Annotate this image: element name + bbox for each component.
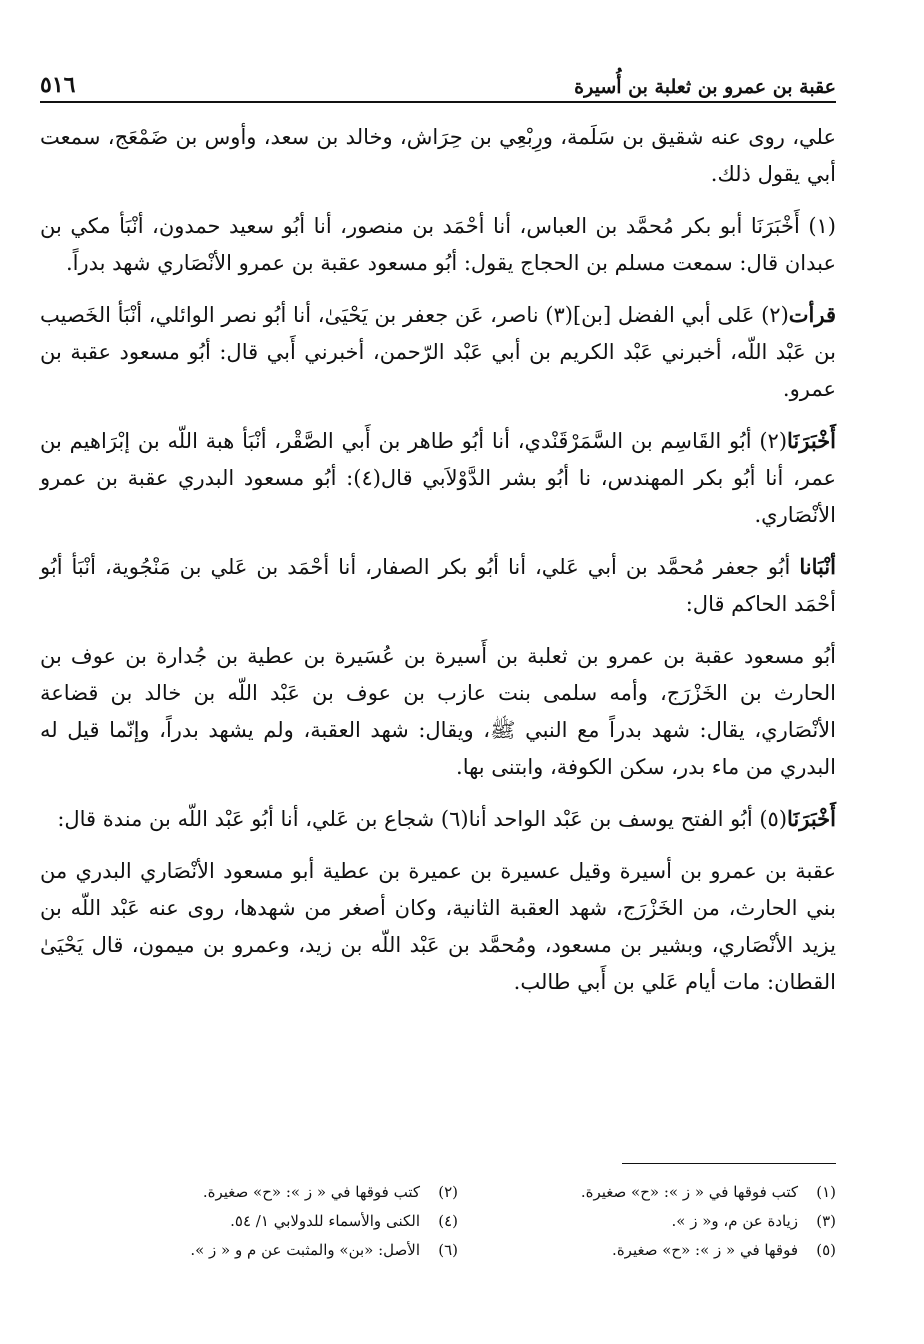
footnote-text: زيادة عن م، و« ز ». — [671, 1212, 798, 1230]
paragraph — [40, 296, 836, 408]
footnote-number: (١) — [816, 1183, 836, 1201]
paragraph-text: أبُو جعفر مُحمَّد بن أبي عَلي، أنا أبُو بكر الصفار، أنا أحْمَد بن عَلي بن مَنْجُوية، أنْبَأ أبُو أحْمَد الحاكم قال: — [40, 555, 836, 616]
footnote-number: (٣) — [816, 1212, 836, 1230]
main-text — [40, 118, 836, 1015]
paragraph — [40, 637, 836, 786]
paragraph — [40, 422, 836, 534]
footnote-text: الأصل: «بن» والمثبت عن م و « ز ». — [190, 1241, 420, 1259]
paragraph-lead: أنْبَانا — [799, 554, 836, 579]
paragraph — [40, 118, 836, 193]
paragraph-text: (٢) أبُو القَاسِم بن السَّمَرْقَنْدي، أنا أبُو طاهر بن أَبي الصَّقْر، أنْبَأ هبة اللّه بن إبْرَاهيم بن عمر، أنا أبُو بكر المهندس، نا أبُو بشر الدَّوْلاَبي قال(٤): أبُو مسعود البدري عقبة بن عمرو الأنْصَاري. — [40, 429, 837, 527]
footnotes — [120, 1178, 836, 1265]
paragraph-text: (١) أَخْبَرَنَا أبو بكر مُحمَّد بن العباس، أنا أحْمَد بن منصور، أنا أبُو سعيد حمدون، أنْبَأ مكي بن عبدان قال: سمعت مسلم بن الحجاج يقول: أبُو مسعود عقبة بن عمرو الأنْصَاري شهد بدراً. — [40, 214, 836, 275]
paragraph-lead: قرأت — [788, 302, 836, 327]
paragraph-text: علي، روى عنه شقيق بن سَلَمة، ورِبْعِي بن حِرَاش، وخالد بن سعد، وأوس بن ضَمْعَج، سمعت أبي يقول ذلك. — [40, 125, 836, 186]
paragraph — [40, 852, 836, 1001]
paragraph-text: عقبة بن عمرو بن أسيرة وقيل عسيرة بن عميرة بن عطية أبو مسعود الأنْصَاري البدري من بني الحارث، من الخَزْرَج، شهد العقبة الثانية، وكان أصغر من شهدها، روى عنه عَبْد اللّه بن يزيد الأنْصَاري، وبشير بن مسعود، ومُحمَّد بن عَبْد اللّه بن زيد، وعمرو بن ميمون، قال يَحْيَىٰ القطان: مات أيام عَلي بن أَبي طالب. — [40, 859, 836, 994]
footnote — [498, 1236, 836, 1265]
footnote — [120, 1236, 458, 1265]
footnote — [120, 1207, 458, 1236]
footnote — [120, 1178, 458, 1207]
paragraph — [40, 800, 836, 838]
footnote-text: فوقها في « ز »: «ح» صغيرة. — [612, 1241, 798, 1259]
paragraph-text: (٢) عَلى أبي الفضل [بن](٣) ناصر، عَن جعفر بن يَحْيَىٰ، أنا أبُو نصر الوائلي، أنْبَأ الخَصيب بن عَبْد اللّه، أخبرني عَبْد الكريم بن أبي عَبْد الرّحمن، أخبرني أَبي قال: أبُو مسعود عقبة بن عمرو. — [40, 303, 836, 401]
paragraph-lead: أَخْبَرَنَا — [787, 428, 836, 453]
paragraph-lead: أَخْبَرَنَا — [787, 806, 836, 831]
footnote-number: (٤) — [438, 1212, 458, 1230]
footnote-number: (٢) — [438, 1183, 458, 1201]
page-number: ٥١٦ — [40, 72, 76, 98]
page-header — [40, 66, 836, 103]
running-title: عقبة بن عمرو بن ثعلبة بن أُسيرة — [574, 76, 836, 98]
footnote-text: الكنى والأسماء للدولابي ١/ ٥٤. — [230, 1212, 420, 1230]
footnote-number: (٦) — [438, 1241, 458, 1259]
footnote-text: كتب فوقها في « ز »: «ح» صغيرة. — [580, 1183, 798, 1201]
footnote — [498, 1207, 836, 1236]
footnote-number: (٥) — [816, 1241, 836, 1259]
footnote — [498, 1178, 836, 1207]
footnote-text: كتب فوقها في « ز »: «ح» صغيرة. — [202, 1183, 420, 1201]
footnote-divider — [622, 1163, 836, 1164]
paragraph — [40, 548, 836, 623]
paragraph — [40, 207, 836, 282]
paragraph-text: أبُو مسعود عقبة بن عمرو بن ثعلبة بن أَسيرة بن عُسَيرة بن عطية بن جُدارة بن عوف بن الحارث بن الخَزْرَج، وأمه سلمى بنت عازب بن عوف بن عَبْد اللّه بن خالد بن قضاعة الأنْصَاري، يقال: شهد بدراً مع النبي ﷺ، ويقال: شهد العقبة، ولم يشهد بدراً، وإنّما قيل له البدري من ماء بدر، سكن الكوفة، وابتنى بها. — [40, 644, 836, 779]
paragraph-text: (٥) أبُو الفتح يوسف بن عَبْد الواحد أنا(٦) شجاع بن عَلي، أنا أبُو عَبْد اللّه بن مندة قال: — [57, 807, 788, 831]
